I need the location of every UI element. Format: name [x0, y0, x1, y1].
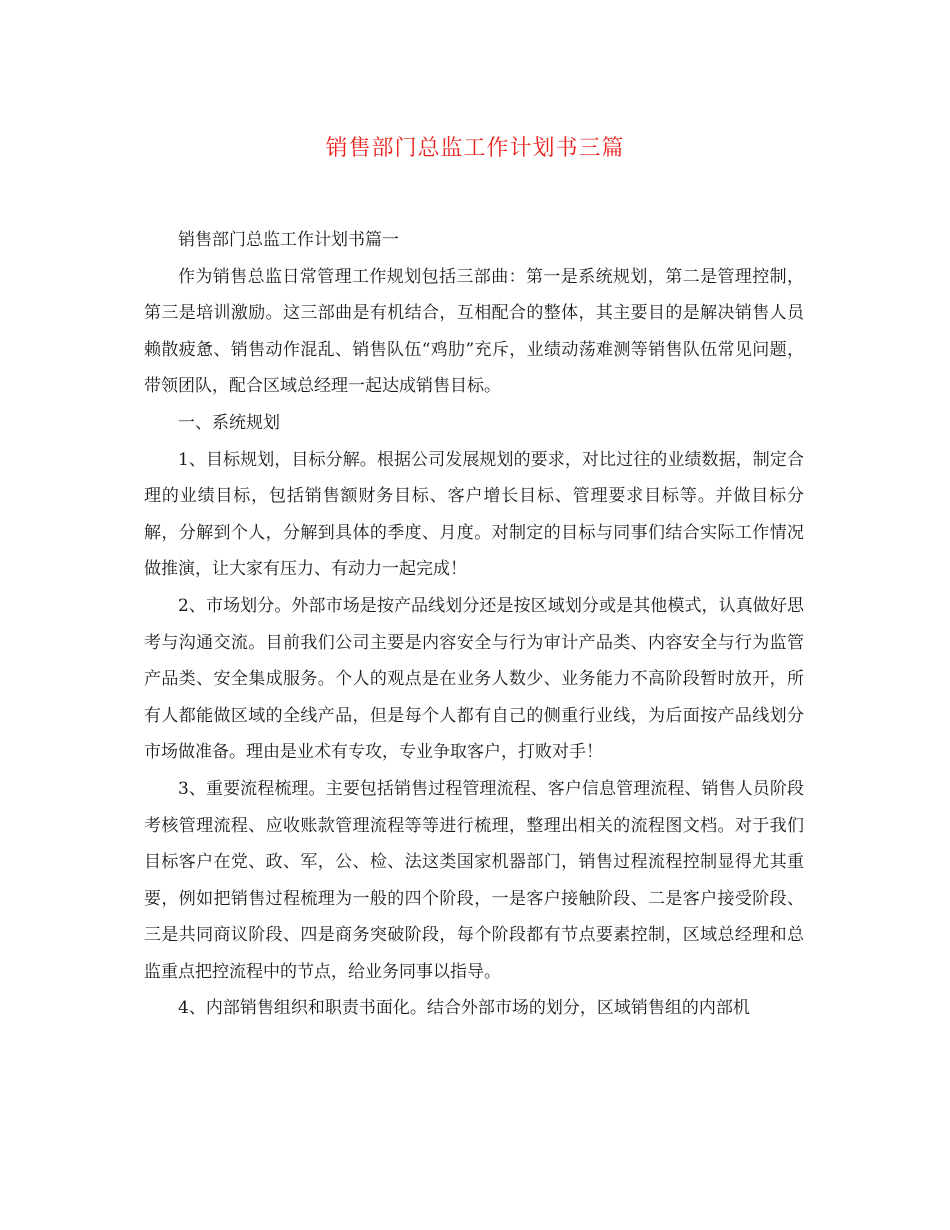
paragraph: 3、重要流程梳理。主要包括销售过程管理流程、客户信息管理流程、销售人员阶段考核管理流程、应收账款管理流程等等进行梳理，整理出相关的流程图文档。对于我们目标客户在党、政、军，公、检、法这类国家机器部门，销售过程流程控制显得尤其重要，例如把销售过程梳理为一般的四个阶段，一是客户接触阶段、二是客户接受阶段、三是共同商议阶段、四是商务突破阶段，每个阶段都有节点要素控制，区域总经理和总监重点把控流程中的节点，给业务同事以指导。 — [144, 778, 804, 982]
document-title: 销售部门总监工作计划书三篇 — [325, 136, 625, 161]
subsection-heading: 一、系统规划 — [178, 412, 280, 433]
section-heading: 销售部门总监工作计划书篇一 — [178, 230, 399, 250]
paragraph: 4、内部销售组织和职责书面化。结合外部市场的划分，区域销售组的内部机 — [178, 998, 750, 1019]
paragraph: 作为销售总监日常管理工作规划包括三部曲：第一是系统规划，第二是管理控制，第三是培训激励。这三部曲是有机结合，互相配合的整体，其主要目的是解决销售人员赖散疲惫、销售动作混乱、销售队伍“鸡肋”充斥，业绩动荡难测等销售队伍常见问题，带领团队，配合区域总经理一起达成销售目标。 — [144, 266, 804, 397]
document-body — [144, 222, 804, 1027]
paragraph: 2、市场划分。外部市场是按产品线划分还是按区域划分或是其他模式，认真做好思考与沟通交流。目前我们公司主要是内容安全与行为审计产品类、内容安全与行为监管产品类、安全集成服务。个人的观点是在业务人数少、业务能力不高阶段暂时放开，所有人都能做区域的全线产品，但是每个人都有自己的侧重行业线，为后面按产品线划分市场做准备。理由是业术有专攻，专业争取客户，打败对手！ — [144, 595, 804, 763]
paragraph: 1、目标规划，目标分解。根据公司发展规划的要求，对比过往的业绩数据，制定合理的业绩目标，包括销售额财务目标、客户增长目标、管理要求目标等。并做目标分解，分解到个人，分解到具体的季度、月度。对制定的目标与同事们结合实际工作情况做推演，让大家有压力、有动力一起完成！ — [144, 449, 804, 580]
